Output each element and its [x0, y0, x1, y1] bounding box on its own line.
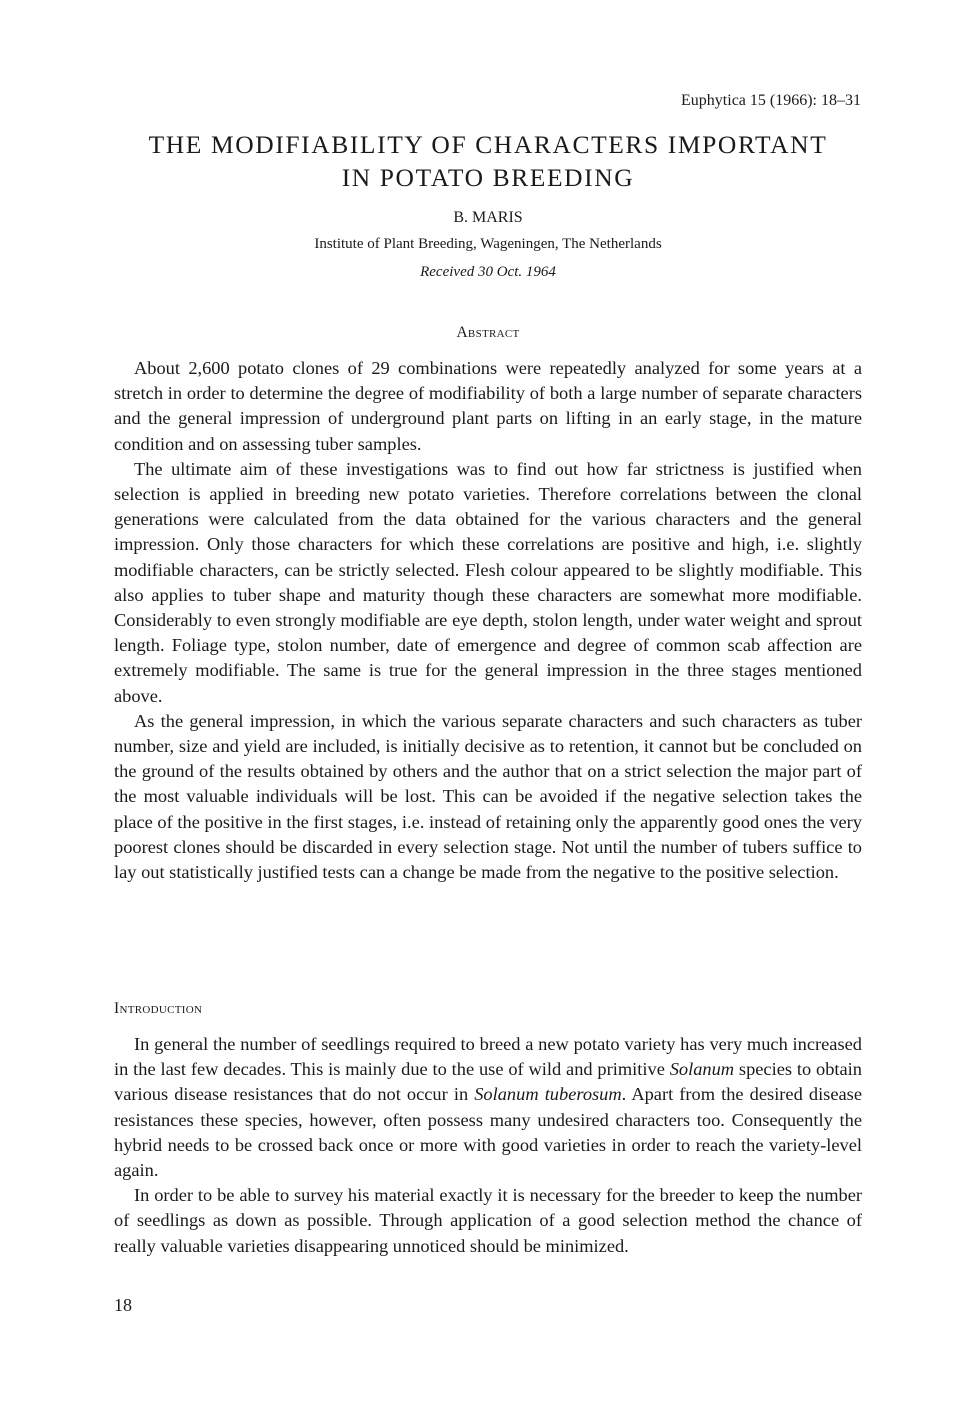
abstract-paragraph: As the general impression, in which the various separate characters and such characters as tuber number, size and yield are included, is initially decisive as to retention, it cannot but be concluded on the ground of the results obtained by others and the author that on a strict selection the major part of the most valuable individuals will be lost. This can be avoided if the negative selection takes the place of the positive in the first stages, i.e. instead of retaining only the apparently good ones the very poorest clones should be discarded in every selection stage. Not until the number of tubers suffice to lay out statistically justified tests can a change be made from the negative to the positive selection.: [114, 710, 862, 883]
abstract-body: [114, 356, 862, 885]
species-name: Solanum: [669, 1059, 735, 1080]
introduction-paragraph: [114, 1032, 862, 1183]
species-name: Solanum tuberosum: [474, 1084, 622, 1105]
intro-text: In general the number of seedlings required to breed a new potato variety has very much increased in the last few decades. This is mainly due to the use of wild and primitive: [114, 1034, 862, 1080]
intro-text: species to obtain various disease resistances that do not occur in: [114, 1059, 862, 1105]
introduction-body: [114, 1032, 862, 1259]
introduction-paragraph: In order to be able to survey his material exactly it is necessary for the breeder to keep the number of seedlings as down as possible. Through application of a good selection method the chance of really valuable varieties disappearing unnoticed should be minimized.: [114, 1185, 862, 1256]
introduction-heading: Introduction: [114, 1000, 203, 1017]
title-line-2: IN POTATO BREEDING: [341, 163, 635, 192]
abstract-heading: Abstract: [456, 324, 520, 341]
author-name: B. MARIS: [453, 209, 523, 226]
intro-text: . Apart from the desired disease resistances these species, however, often possess many undesired characters too. Consequently the hybrid needs to be crossed back once or more with good varieties in order to reach the variety-level again.: [114, 1084, 862, 1181]
article-title: [100, 128, 876, 194]
title-line-1: THE MODIFIABILITY OF CHARACTERS IMPORTANT: [148, 130, 828, 159]
abstract-paragraph: About 2,600 potato clones of 29 combinations were repeatedly analyzed for some years at a stretch in order to determine the degree of modifiability of both a large number of separate characters and the general impression of underground plant parts on lifting in an early stage, in the mature condition and on assessing tuber samples.: [114, 358, 862, 454]
page-number: 18: [114, 1295, 132, 1315]
author-affiliation: Institute of Plant Breeding, Wageningen, The Netherlands: [314, 236, 662, 252]
journal-reference: Euphytica 15 (1966): 18–31: [681, 92, 861, 109]
abstract-paragraph: The ultimate aim of these investigations was to find out how far strictness is justified when selection is applied in breeding new potato varieties. Therefore correlations between the clonal generations were calculated from the data obtained for the various characters and the general impression. Only those characters for which these correlations are positive and high, i.e. slightly modifiable characters, can be strictly selected. Flesh colour appeared to be slightly modifiable. This also applies to tuber shape and maturity though these characters are somewhat more modifiable. Considerably to even strongly modifiable are eye depth, stolon length, under water weight and sprout length. Foliage type, stolon number, date of emergence and degree of common scab affection are extremely modifiable. The same is true for the general impression in the three stages mentioned above.: [114, 458, 862, 706]
received-date: Received 30 Oct. 1964: [420, 264, 556, 280]
